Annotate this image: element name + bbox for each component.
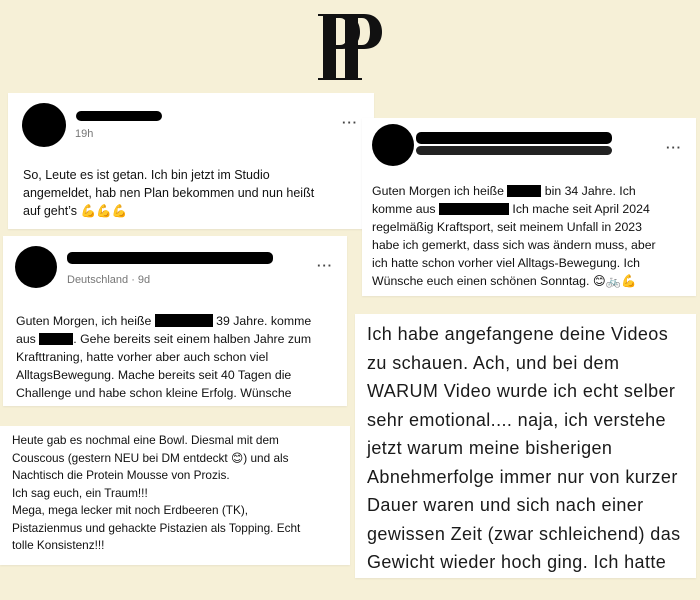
post-line: WARUM Video wurde ich echt selber <box>367 381 676 401</box>
post-line: AlltagsBewegung. Mache bereits seit 40 Tagen die <box>16 368 292 382</box>
post-line: Mega, mega lecker mit noch Erdbeeren (TK), <box>12 503 249 517</box>
post-text-segment: . Gehe bereits seit einem halben Jahre zum <box>73 332 312 346</box>
post-card-3 <box>3 236 347 406</box>
avatar <box>15 246 57 288</box>
post-line: Krafttraning, hatte vorher aber auch schon viel <box>16 350 269 364</box>
post-line: sehr emotional.... naja, ich verstehe <box>367 409 666 430</box>
post-line: Ich habe angefangene deine Videos <box>367 324 669 344</box>
post-line: Ich sag euch, ein Traum!!! <box>12 485 148 500</box>
post-text <box>23 166 314 220</box>
avatar <box>372 124 414 166</box>
post-card-1 <box>8 93 374 229</box>
redacted-username <box>416 132 612 144</box>
post-line: gewissen Zeit (zwar schleichend) das <box>367 523 681 544</box>
post-card-4 <box>0 426 350 565</box>
pp-logo <box>318 12 384 82</box>
post-line: auf geht’s 💪💪💪 <box>23 204 128 218</box>
more-options-icon[interactable]: ··· <box>666 140 682 155</box>
post-text-segment: Ich mache seit April 2024 <box>508 202 650 216</box>
more-options-icon[interactable]: ··· <box>342 115 358 130</box>
post-line: Dauer waren und sich nach einer <box>367 495 644 515</box>
post-line: Nachtisch die Protein Mousse von Prozis. <box>12 468 230 482</box>
post-text <box>16 312 311 402</box>
post-text-segment: Guten Morgen ich heiße <box>372 184 508 198</box>
more-options-icon[interactable]: ··· <box>317 258 333 273</box>
post-line: Couscous (gestern NEU bei DM entdeckt 😊) und als <box>12 450 289 465</box>
post-line: ich hatte schon vorher viel Alltags-Bewegung. Ich <box>372 256 640 270</box>
post-text <box>367 320 681 577</box>
redacted-place <box>39 333 73 345</box>
post-line: So, Leute es ist getan. Ich bin jetzt im Studio <box>23 168 270 182</box>
post-text <box>12 432 300 555</box>
post-text-segment: komme aus <box>372 202 439 216</box>
avatar <box>22 103 66 147</box>
redacted-name <box>155 314 213 327</box>
redacted-place <box>439 203 509 215</box>
post-line: angemeldet, hab nen Plan bekommen und nun heißt <box>23 186 315 200</box>
redacted-meta <box>416 146 612 155</box>
post-text-segment: aus <box>16 332 40 346</box>
post-line: regelmäßig Kraftsport, seit meinem Unfall in 2023 <box>372 220 642 234</box>
post-card-2 <box>362 118 696 296</box>
post-text-segment: 39 Jahre. komme <box>212 314 312 328</box>
post-line: zu schauen. Ach, und bei dem <box>367 352 620 373</box>
post-line: tolle Konsistenz!!! <box>12 538 105 552</box>
post-time: 19h <box>75 128 94 140</box>
post-line: Abnehmerfolge immer nur von kurzer <box>367 466 678 487</box>
post-text-segment: bin 34 Jahre. Ich <box>541 184 636 198</box>
post-text <box>372 182 656 290</box>
post-line: Gewicht wieder hoch ging. Ich hatte <box>367 552 667 572</box>
post-line: habe ich gemerkt, dass sich was ändern muss, aber <box>372 238 656 252</box>
post-line: jetzt warum meine bisherigen <box>367 438 613 458</box>
post-meta: Deutschland · 9d <box>67 274 151 286</box>
post-line: Challenge und habe schon kleine Erfolg. Wünsche <box>16 386 292 400</box>
post-line: Pistazienmus und gehackte Pistazien als Topping. Echt <box>12 520 301 535</box>
post-text-segment: Guten Morgen, ich heiße <box>16 314 155 328</box>
post-card-5 <box>355 314 696 578</box>
redacted-username <box>76 111 162 121</box>
redacted-name <box>507 185 541 197</box>
post-line: Heute gab es nochmal eine Bowl. Diesmal mit dem <box>12 433 279 447</box>
redacted-username <box>67 252 273 264</box>
post-line: Wünsche euch einen schönen Sonntag. 😊🚲💪 <box>372 274 637 288</box>
